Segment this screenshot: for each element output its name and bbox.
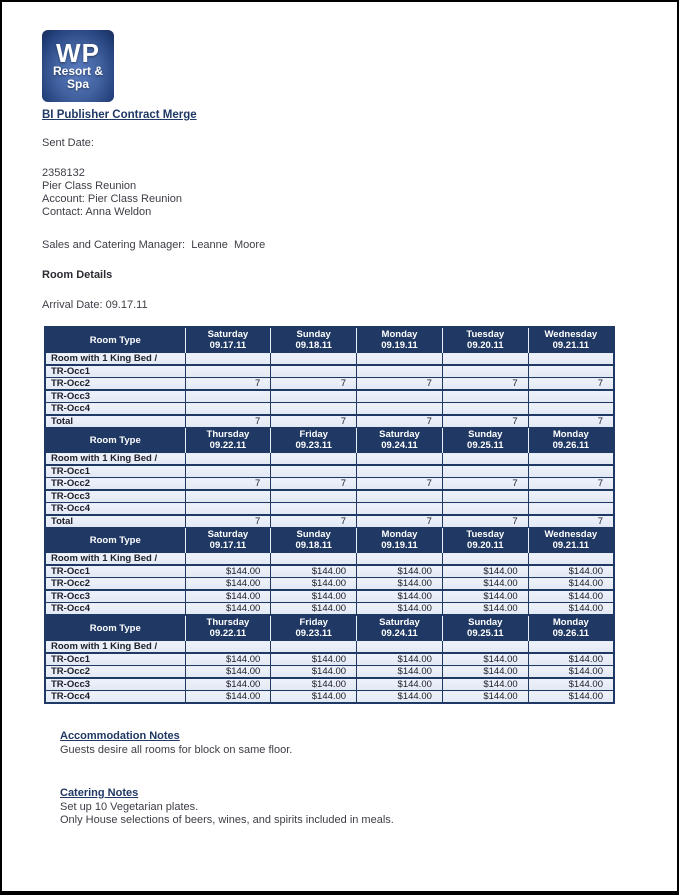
row-label: TR-Occ2 bbox=[45, 578, 185, 591]
row-label: Total bbox=[45, 415, 185, 428]
cell-value bbox=[528, 553, 614, 566]
cell-value bbox=[442, 465, 528, 478]
cell-value bbox=[357, 553, 443, 566]
day-header: Monday 09.19.11 bbox=[357, 327, 443, 353]
day-header: Saturday 09.17.11 bbox=[185, 528, 271, 553]
day-header: Monday 09.26.11 bbox=[528, 428, 614, 453]
cell-value bbox=[185, 390, 271, 403]
table-row bbox=[45, 478, 614, 491]
table-row bbox=[45, 565, 614, 578]
cell-value: $144.00 bbox=[528, 578, 614, 591]
cell-value bbox=[185, 465, 271, 478]
row-label: TR-Occ3 bbox=[45, 490, 185, 503]
cell-value: $144.00 bbox=[357, 565, 443, 578]
table-row bbox=[45, 653, 614, 666]
row-label: TR-Occ1 bbox=[45, 653, 185, 666]
cell-value bbox=[271, 490, 357, 503]
cell-value: $144.00 bbox=[357, 653, 443, 666]
day-header: Tuesday 09.20.11 bbox=[442, 327, 528, 353]
catering-note-text-1: Set up 10 Vegetarian plates. bbox=[60, 800, 199, 813]
table-row bbox=[45, 415, 614, 428]
row-label: Room with 1 King Bed / bbox=[45, 641, 185, 654]
cell-value bbox=[185, 641, 271, 654]
cell-value: $144.00 bbox=[442, 578, 528, 591]
cell-value: $144.00 bbox=[185, 678, 271, 691]
row-label: TR-Occ4 bbox=[45, 403, 185, 416]
row-label: TR-Occ3 bbox=[45, 390, 185, 403]
day-header: Thursday 09.22.11 bbox=[185, 428, 271, 453]
cell-value bbox=[528, 365, 614, 378]
contact-line: Contact: Anna Weldon bbox=[42, 206, 152, 218]
cell-value bbox=[442, 390, 528, 403]
table-row bbox=[45, 641, 614, 654]
logo-spa-text: Spa bbox=[66, 77, 89, 91]
room-details-table bbox=[44, 326, 615, 704]
cell-value: $144.00 bbox=[185, 653, 271, 666]
day-header: Monday 09.19.11 bbox=[357, 528, 443, 553]
account-line: Account: Pier Class Reunion bbox=[42, 193, 183, 205]
table-row bbox=[45, 403, 614, 416]
cell-value bbox=[357, 490, 443, 503]
cell-value bbox=[442, 403, 528, 416]
cell-value: $144.00 bbox=[185, 590, 271, 603]
cell-value bbox=[185, 453, 271, 466]
table-header-row-4 bbox=[45, 615, 614, 641]
cell-value bbox=[185, 553, 271, 566]
row-label: TR-Occ2 bbox=[45, 666, 185, 679]
cell-value: $144.00 bbox=[442, 653, 528, 666]
row-label: TR-Occ1 bbox=[45, 365, 185, 378]
cell-value bbox=[528, 353, 614, 366]
cell-value bbox=[442, 641, 528, 654]
cell-value: 7 bbox=[528, 515, 614, 528]
cell-value: $144.00 bbox=[357, 666, 443, 679]
row-label: TR-Occ3 bbox=[45, 678, 185, 691]
cell-value: 7 bbox=[185, 378, 271, 391]
table-row bbox=[45, 390, 614, 403]
cell-value: 7 bbox=[185, 478, 271, 491]
table-row bbox=[45, 678, 614, 691]
day-header: Saturday 09.24.11 bbox=[357, 428, 443, 453]
event-name: Pier Class Reunion bbox=[42, 180, 137, 192]
table-row bbox=[45, 666, 614, 679]
sent-date-label: Sent Date: bbox=[42, 137, 94, 149]
cell-value bbox=[185, 403, 271, 416]
day-header: Wednesday 09.21.11 bbox=[528, 327, 614, 353]
cell-value bbox=[528, 390, 614, 403]
row-label: TR-Occ2 bbox=[45, 478, 185, 491]
cell-value: $144.00 bbox=[357, 678, 443, 691]
cell-value bbox=[357, 365, 443, 378]
cell-value: 7 bbox=[357, 415, 443, 428]
cell-value: $144.00 bbox=[528, 666, 614, 679]
cell-value: 7 bbox=[357, 478, 443, 491]
cell-value: $144.00 bbox=[185, 691, 271, 704]
cell-value: $144.00 bbox=[442, 691, 528, 704]
table-row bbox=[45, 365, 614, 378]
cell-value: $144.00 bbox=[271, 578, 357, 591]
room-type-header: Room Type bbox=[45, 327, 185, 353]
cell-value bbox=[271, 390, 357, 403]
row-label: TR-Occ4 bbox=[45, 503, 185, 516]
cell-value bbox=[357, 390, 443, 403]
cell-value bbox=[185, 365, 271, 378]
cell-value: $144.00 bbox=[442, 678, 528, 691]
cell-value bbox=[442, 490, 528, 503]
cell-value: $144.00 bbox=[271, 691, 357, 704]
cell-value: $144.00 bbox=[528, 590, 614, 603]
cell-value bbox=[271, 403, 357, 416]
cell-value bbox=[528, 641, 614, 654]
cell-value: $144.00 bbox=[357, 590, 443, 603]
cell-value bbox=[442, 353, 528, 366]
table-row bbox=[45, 453, 614, 466]
cell-value: 7 bbox=[357, 515, 443, 528]
cell-value: 7 bbox=[357, 378, 443, 391]
table-row bbox=[45, 353, 614, 366]
cell-value: $144.00 bbox=[185, 578, 271, 591]
cell-value bbox=[185, 353, 271, 366]
cell-value: 7 bbox=[271, 415, 357, 428]
cell-value bbox=[528, 503, 614, 516]
cell-value: $144.00 bbox=[442, 565, 528, 578]
cell-value bbox=[271, 453, 357, 466]
catering-notes bbox=[60, 787, 677, 828]
cell-value: 7 bbox=[271, 515, 357, 528]
catering-notes-heading: Catering Notes bbox=[60, 787, 139, 799]
accommodation-notes-heading: Accommodation Notes bbox=[60, 730, 180, 742]
cell-value: 7 bbox=[442, 515, 528, 528]
cell-value bbox=[528, 453, 614, 466]
arrival-date-line: Arrival Date: 09.17.11 bbox=[42, 299, 148, 311]
day-header: Thursday 09.22.11 bbox=[185, 615, 271, 641]
table-header-row-1 bbox=[45, 327, 614, 353]
table-row bbox=[45, 378, 614, 391]
cell-value: 7 bbox=[528, 478, 614, 491]
cell-value: $144.00 bbox=[271, 603, 357, 616]
cell-value: $144.00 bbox=[271, 666, 357, 679]
day-header: Wednesday 09.21.11 bbox=[528, 528, 614, 553]
cell-value bbox=[528, 403, 614, 416]
cell-value bbox=[528, 490, 614, 503]
cell-value: $144.00 bbox=[442, 666, 528, 679]
logo-wp-text: WP bbox=[56, 38, 100, 68]
row-label: TR-Occ2 bbox=[45, 378, 185, 391]
table-row bbox=[45, 691, 614, 704]
cell-value: 7 bbox=[528, 378, 614, 391]
day-header: Friday 09.23.11 bbox=[271, 428, 357, 453]
table-row bbox=[45, 578, 614, 591]
cell-value bbox=[271, 553, 357, 566]
cell-value: 7 bbox=[185, 515, 271, 528]
row-label: TR-Occ4 bbox=[45, 603, 185, 616]
day-header: Saturday 09.24.11 bbox=[357, 615, 443, 641]
cell-value: $144.00 bbox=[528, 653, 614, 666]
room-type-header: Room Type bbox=[45, 428, 185, 453]
notes-section bbox=[60, 730, 677, 828]
cell-value: $144.00 bbox=[185, 565, 271, 578]
cell-value: $144.00 bbox=[528, 691, 614, 704]
cell-value: 7 bbox=[528, 415, 614, 428]
table-row bbox=[45, 603, 614, 616]
day-header: Sunday 09.18.11 bbox=[271, 327, 357, 353]
cell-value: 7 bbox=[271, 478, 357, 491]
row-label: Room with 1 King Bed / bbox=[45, 553, 185, 566]
day-header: Sunday 09.25.11 bbox=[442, 428, 528, 453]
cell-value bbox=[357, 353, 443, 366]
cell-value: 7 bbox=[271, 378, 357, 391]
day-header: Saturday 09.17.11 bbox=[185, 327, 271, 353]
cell-value bbox=[271, 641, 357, 654]
cell-value: 7 bbox=[185, 415, 271, 428]
table-row bbox=[45, 515, 614, 528]
cell-value bbox=[271, 365, 357, 378]
table-row bbox=[45, 490, 614, 503]
day-header: Sunday 09.18.11 bbox=[271, 528, 357, 553]
resort-logo bbox=[42, 30, 114, 102]
table-row bbox=[45, 590, 614, 603]
cell-value bbox=[528, 465, 614, 478]
day-header: Sunday 09.25.11 bbox=[442, 615, 528, 641]
cell-value: 7 bbox=[442, 415, 528, 428]
cell-value bbox=[442, 453, 528, 466]
cell-value bbox=[357, 403, 443, 416]
catering-note-text-2: Only House selections of beers, wines, and spirits included in meals. bbox=[60, 814, 394, 826]
cell-value bbox=[357, 465, 443, 478]
row-label: TR-Occ1 bbox=[45, 565, 185, 578]
cell-value bbox=[442, 553, 528, 566]
day-header: Tuesday 09.20.11 bbox=[442, 528, 528, 553]
cell-value bbox=[271, 353, 357, 366]
day-header: Monday 09.26.11 bbox=[528, 615, 614, 641]
cell-value: $144.00 bbox=[357, 603, 443, 616]
cell-value: $144.00 bbox=[185, 603, 271, 616]
table-row bbox=[45, 503, 614, 516]
room-type-header: Room Type bbox=[45, 615, 185, 641]
cell-value: $144.00 bbox=[357, 578, 443, 591]
cell-value: $144.00 bbox=[442, 590, 528, 603]
cell-value bbox=[271, 465, 357, 478]
cell-value: $144.00 bbox=[528, 678, 614, 691]
accommodation-note-text: Guests desire all rooms for block on same floor. bbox=[60, 743, 293, 756]
row-label: TR-Occ1 bbox=[45, 465, 185, 478]
cell-value: $144.00 bbox=[528, 565, 614, 578]
cell-value: $144.00 bbox=[271, 678, 357, 691]
table-row bbox=[45, 465, 614, 478]
cell-value: $144.00 bbox=[442, 603, 528, 616]
account-info bbox=[2, 167, 677, 219]
row-label: Room with 1 King Bed / bbox=[45, 353, 185, 366]
manager-line: Sales and Catering Manager: Leanne Moore bbox=[42, 239, 266, 251]
cell-value bbox=[357, 503, 443, 516]
cell-value bbox=[185, 503, 271, 516]
cell-value bbox=[185, 490, 271, 503]
cell-value bbox=[357, 641, 443, 654]
account-number: 2358132 bbox=[42, 167, 85, 179]
room-type-header: Room Type bbox=[45, 528, 185, 553]
cell-value bbox=[442, 503, 528, 516]
row-label: Room with 1 King Bed / bbox=[45, 453, 185, 466]
row-label: Total bbox=[45, 515, 185, 528]
cell-value: $144.00 bbox=[271, 653, 357, 666]
cell-value bbox=[357, 453, 443, 466]
cell-value: 7 bbox=[442, 378, 528, 391]
cell-value: $144.00 bbox=[185, 666, 271, 679]
row-label: TR-Occ3 bbox=[45, 590, 185, 603]
cell-value: $144.00 bbox=[271, 565, 357, 578]
accommodation-notes bbox=[60, 730, 677, 757]
cell-value: 7 bbox=[442, 478, 528, 491]
table-header-row-3 bbox=[45, 528, 614, 553]
cell-value: $144.00 bbox=[357, 691, 443, 704]
room-details-heading: Room Details bbox=[42, 269, 113, 281]
day-header: Friday 09.23.11 bbox=[271, 615, 357, 641]
table-row bbox=[45, 553, 614, 566]
cell-value bbox=[271, 503, 357, 516]
cell-value: $144.00 bbox=[528, 603, 614, 616]
document-title: BI Publisher Contract Merge bbox=[42, 109, 197, 121]
logo-resort-text: Resort & bbox=[52, 64, 103, 78]
table-header-row-2 bbox=[45, 428, 614, 453]
row-label: TR-Occ4 bbox=[45, 691, 185, 704]
cell-value bbox=[442, 365, 528, 378]
cell-value: $144.00 bbox=[271, 590, 357, 603]
